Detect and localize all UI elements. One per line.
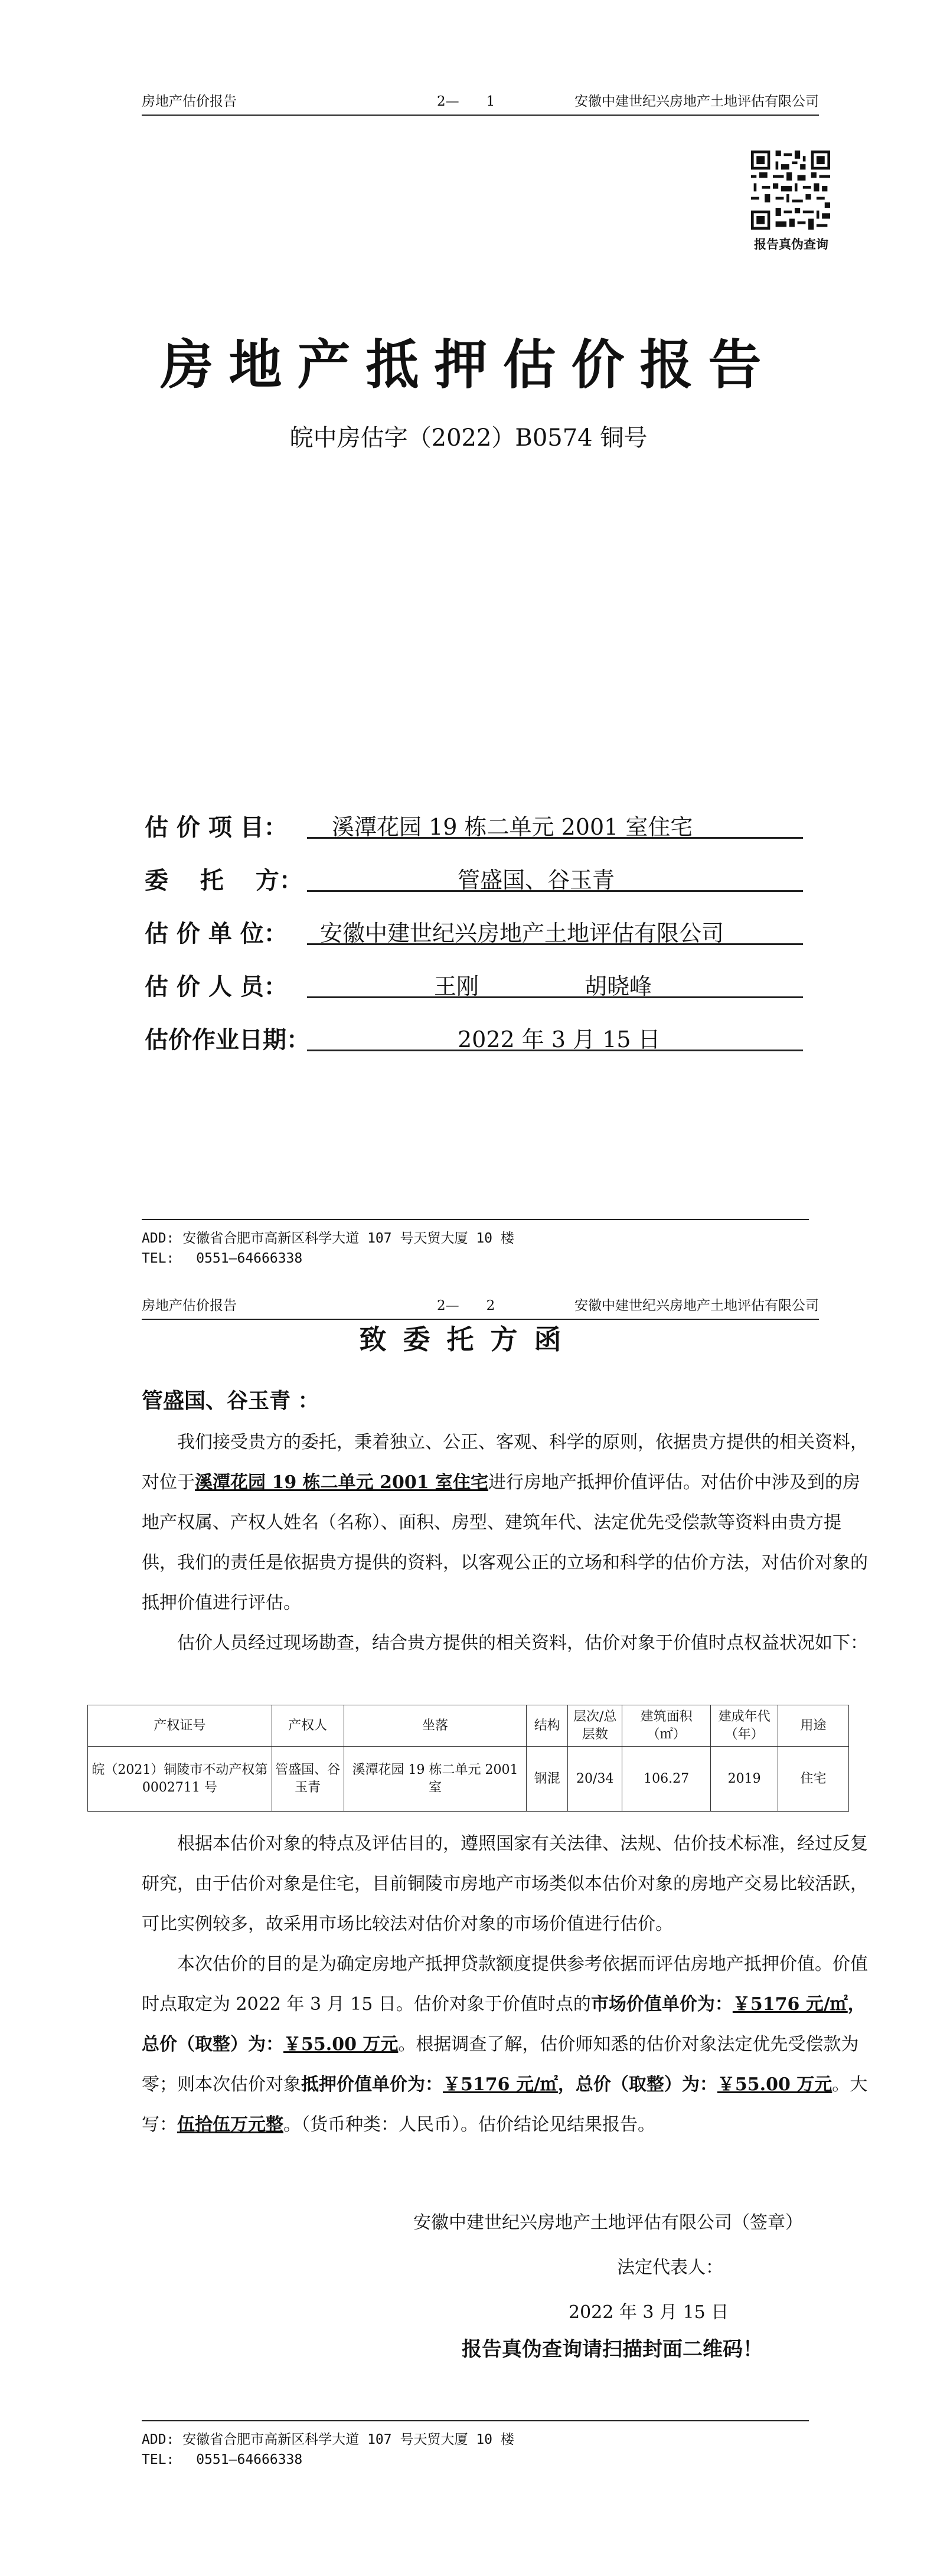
info-row-date — [145, 1021, 806, 1074]
company-seal-line: 安徽中建世纪兴房地产土地评估有限公司（签章） — [413, 2212, 803, 2233]
header-company: 安徽中建世纪兴房地产土地评估有限公司 — [574, 1298, 819, 1313]
footer-divider — [142, 2420, 809, 2421]
paragraph-text: 进行房地产抵押价值评估。对估价中涉及到的房地产权属、产权人姓名（名称）、面积、房型、建筑年代、法定优先受偿款等资料由贵方提供，我们的责任是依据贵方提供的资料，以客观公正的立场和科学的估价方法，对估价对象的抵押价值进行评估。 — [142, 1472, 868, 1613]
info-value-line — [307, 968, 803, 998]
table-header-row — [88, 1705, 849, 1747]
table-cell: 住宅 — [778, 1747, 849, 1812]
letter-paragraph-2 — [142, 1623, 868, 1663]
info-label: 委 托 方： — [145, 867, 303, 894]
report-title: 房地产抵押估价报告 — [160, 334, 777, 396]
market-unit-price: ￥5176 元/㎡ — [732, 1994, 848, 2015]
footer-phone: TEL: 0551—64666338 — [142, 2452, 303, 2467]
info-row-client — [145, 862, 806, 915]
market-total-price: ￥55.00 万元 — [283, 2034, 399, 2055]
paragraph-text: ；则本次估价对象 — [159, 2074, 301, 2095]
info-label: 估 价 单 位： — [145, 920, 288, 947]
table-cell: 皖（2021）铜陵市不动产权第 0002711 号 — [88, 1747, 272, 1812]
table-header: 层次/总层数 — [568, 1705, 622, 1747]
table-header: 产权人 — [272, 1705, 344, 1747]
info-row-project — [145, 809, 806, 862]
cover-info-block — [145, 809, 806, 1074]
mortgage-total-price: ￥55.00 万元 — [717, 2074, 832, 2095]
mortgage-unit-price: ￥5176 元/㎡ — [443, 2074, 558, 2095]
header-left: 房地产估价报告 — [142, 94, 237, 109]
letter-paragraph-4 — [142, 1944, 868, 2145]
header-page-number: 2— 1 — [437, 94, 495, 109]
paragraph-text: 估价人员经过现场勘查，结合贵方提供的相关资料，估价对象于价值时点权益状况如下： — [177, 1633, 868, 1653]
paragraph-text: 根据本估价对象的特点及评估目的，遵照国家有关法律、法规、估价技术标准，经过反复研究，由于估价对象是住宅，目前铜陵市房地产市场类似本估价对象的房地产交易比较活跃，可比实例较多，故采用市场比较法对估价对象的市场价值进行估价。 — [142, 1833, 868, 1934]
info-label: 估 价 人 员： — [145, 973, 288, 1001]
info-label: 估价作业日期： — [145, 1026, 310, 1054]
letter-heading: 致委托方函 — [359, 1323, 578, 1355]
mortgage-total-label: ，总价（取整）为： — [557, 2074, 717, 2095]
table-row — [88, 1747, 849, 1812]
info-value-line — [307, 915, 803, 945]
info-value-line — [307, 862, 803, 892]
market-value-label: 市场价值单价为： — [590, 1994, 733, 2015]
info-value: 王刚 — [434, 973, 479, 999]
table-header: 结构 — [527, 1705, 568, 1747]
table-cell: 106.27 — [622, 1747, 711, 1812]
property-table — [87, 1705, 849, 1812]
letter-addressee: 管盛国、谷玉青 ： — [142, 1388, 319, 1413]
page-header — [142, 1293, 819, 1320]
paragraph-text: 。大写： — [142, 2074, 868, 2135]
table-cell: 2019 — [711, 1747, 778, 1812]
info-value: 管盛国、谷玉青 — [458, 867, 615, 893]
table-header: 建筑面积（㎡） — [622, 1705, 711, 1747]
qr-code-icon[interactable] — [751, 151, 830, 230]
footer-address: ADD: 安徽省合肥市高新区科学大道 107 号天贸大厦 10 楼 — [142, 1231, 514, 1246]
info-value-line — [307, 809, 803, 839]
mortgage-value-label: 抵押价值单价为： — [301, 2074, 443, 2095]
footer-address: ADD: 安徽省合肥市高新区科学大道 107 号天贸大厦 10 楼 — [142, 2432, 514, 2447]
info-value: 2022 年 3 月 15 日 — [458, 1027, 661, 1052]
table-header: 坐落 — [344, 1705, 527, 1747]
table-cell: 钢混 — [527, 1747, 568, 1812]
report-number: 皖中房估字（2022）B0574 铜号 — [289, 424, 648, 452]
letter-paragraph-3 — [142, 1824, 868, 1944]
header-left: 房地产估价报告 — [142, 1298, 237, 1313]
table-header: 用途 — [778, 1705, 849, 1747]
header-company: 安徽中建世纪兴房地产土地评估有限公司 — [574, 94, 819, 109]
table-cell: 管盛国、谷玉青 — [272, 1747, 344, 1812]
page-footer — [142, 1219, 809, 1269]
table-cell: 20/34 — [568, 1747, 622, 1812]
paragraph-text: 我们接受贵方的委托，秉着独立、公正、客观、科学的原则，依据贵方提供的相关资料，对位于 — [142, 1432, 868, 1493]
info-value-line — [307, 1021, 803, 1051]
footer-phone: TEL: 0551—64666338 — [142, 1251, 303, 1266]
market-total-label: 总价（取整）为： — [142, 2034, 283, 2055]
verification-note: 报告真伪查询请扫描封面二维码！ — [462, 2338, 763, 2361]
property-address: 溪潭花园 19 栋二单元 2001 室住宅 — [195, 1472, 489, 1493]
table-cell: 溪潭花园 19 栋二单元 2001 室 — [344, 1747, 527, 1812]
info-value: 安徽中建世纪兴房地产土地评估有限公司 — [320, 920, 724, 946]
info-value: 溪潭花园 19 栋二单元 2001 室住宅 — [332, 814, 693, 840]
page-footer — [142, 2420, 809, 2470]
punctuation: ， — [847, 1994, 866, 2015]
table-header: 产权证号 — [88, 1705, 272, 1747]
info-row-appraiser-unit — [145, 915, 806, 968]
info-row-appraisers — [145, 968, 806, 1021]
amount-in-words: 伍拾伍万元整 — [177, 2114, 283, 2135]
footer-divider — [142, 1219, 809, 1220]
info-value: 胡晓峰 — [585, 973, 652, 999]
table-header: 建成年代（年） — [711, 1705, 778, 1747]
paragraph-text: 。（货币种类：人民币）。估价结论见结果报告。 — [283, 2114, 655, 2135]
paragraph-text: 。根据调查了解，估价师知悉的估价对象法定优先受偿款为零 — [142, 2034, 859, 2095]
header-page-number: 2— 2 — [437, 1298, 495, 1313]
letter-paragraph-1 — [142, 1423, 868, 1623]
qr-caption: 报告真伪查询 — [754, 237, 828, 251]
paragraph-text: 本次估价的目的是为确定房地产抵押贷款额度提供参考依据而评估房地产抵押价值。价值时点取定为 2022 年 3 月 15 日。估价对象于价值时点的 — [142, 1954, 868, 2015]
cover-page — [0, 0, 937, 1281]
page-header — [142, 89, 819, 116]
info-label: 估 价 项 目： — [145, 813, 288, 841]
signature-date: 2022 年 3 月 15 日 — [569, 2302, 729, 2323]
legal-representative: 法定代表人： — [617, 2257, 723, 2278]
letter-page — [0, 1281, 937, 2576]
